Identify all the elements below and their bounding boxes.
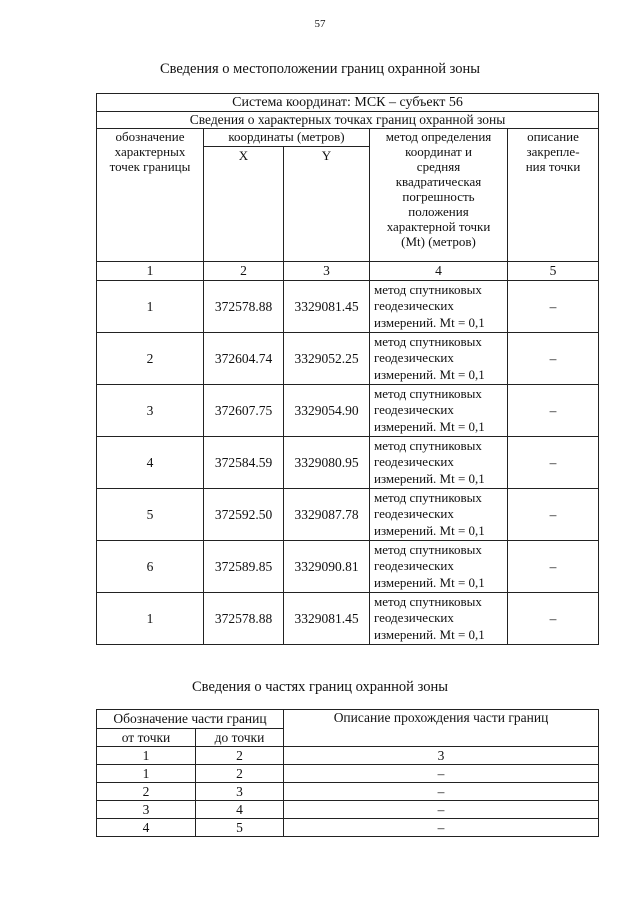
column-number: 3 xyxy=(284,262,370,281)
header-line: средняя xyxy=(416,159,461,174)
header-line: ния точки xyxy=(525,159,581,174)
y-coordinate-cell: 3329054.90 xyxy=(284,385,370,437)
method-line: измерений. Mt = 0,1 xyxy=(374,522,485,538)
x-coordinate-cell: 372578.88 xyxy=(204,593,284,645)
header-line: характерных xyxy=(114,144,186,159)
x-coordinate-cell: 372604.74 xyxy=(204,333,284,385)
header-line: обозначение xyxy=(115,129,185,144)
method-line: метод спутниковых xyxy=(374,333,482,349)
point-id-cell: 4 xyxy=(97,437,204,489)
fixing-description-cell: – xyxy=(508,333,599,385)
header-line: характерной точки xyxy=(386,219,491,234)
from-point-cell: 1 xyxy=(97,765,196,783)
to-point-cell: 3 xyxy=(196,783,284,801)
point-id-cell: 6 xyxy=(97,541,204,593)
method-cell xyxy=(370,281,508,333)
column-number: 3 xyxy=(284,747,599,765)
method-cell xyxy=(370,437,508,489)
fixing-description-cell: – xyxy=(508,593,599,645)
method-line: метод спутниковых xyxy=(374,281,482,297)
method-line: метод спутниковых xyxy=(374,593,482,609)
fixing-description-cell: – xyxy=(508,541,599,593)
part-row xyxy=(97,783,599,801)
method-line: измерений. Mt = 0,1 xyxy=(374,626,485,642)
point-designation-header xyxy=(97,129,204,262)
fixing-description-cell: – xyxy=(508,385,599,437)
part-row xyxy=(97,765,599,783)
point-row xyxy=(97,489,599,541)
column-number: 4 xyxy=(370,262,508,281)
y-coordinate-cell: 3329052.25 xyxy=(284,333,370,385)
method-line: измерений. Mt = 0,1 xyxy=(374,366,485,382)
fixing-description-cell: – xyxy=(508,281,599,333)
boundary-parts-table xyxy=(96,709,599,837)
method-cell xyxy=(370,541,508,593)
header-line: закрепле- xyxy=(526,144,580,159)
method-cell xyxy=(370,385,508,437)
x-coordinate-cell: 372607.75 xyxy=(204,385,284,437)
to-point-cell: 2 xyxy=(196,765,284,783)
fixing-description-cell: – xyxy=(508,489,599,541)
page-number: 57 xyxy=(314,18,326,30)
method-line: геодезических xyxy=(374,558,454,574)
y-coordinate-cell: 3329090.81 xyxy=(284,541,370,593)
point-id-cell: 1 xyxy=(97,593,204,645)
part-description-cell: – xyxy=(284,765,599,783)
method-line: метод спутниковых xyxy=(374,541,482,557)
method-line: геодезических xyxy=(374,610,454,626)
method-cell xyxy=(370,593,508,645)
part-description-cell: – xyxy=(284,801,599,819)
column-number: 2 xyxy=(196,747,284,765)
from-point-cell: 3 xyxy=(97,801,196,819)
to-point-cell: 5 xyxy=(196,819,284,837)
fixing-description-header xyxy=(508,129,599,262)
fixing-description-cell: – xyxy=(508,437,599,489)
point-row xyxy=(97,281,599,333)
from-point-header: от точки xyxy=(97,729,196,747)
method-line: измерений. Mt = 0,1 xyxy=(374,314,485,330)
point-row xyxy=(97,385,599,437)
header-line: точек границы xyxy=(109,159,191,174)
points-info-header: Сведения о характерных точках границ охранной зоны xyxy=(97,112,599,129)
method-cell xyxy=(370,333,508,385)
part-designation-header: Обозначение части границ xyxy=(97,710,284,729)
x-coordinate-cell: 372584.59 xyxy=(204,437,284,489)
y-coordinate-cell: 3329081.45 xyxy=(284,593,370,645)
header-line: описание xyxy=(527,129,579,144)
point-row xyxy=(97,541,599,593)
method-line: метод спутниковых xyxy=(374,437,482,453)
method-line: геодезических xyxy=(374,402,454,418)
point-row xyxy=(97,333,599,385)
point-id-cell: 1 xyxy=(97,281,204,333)
from-point-cell: 2 xyxy=(97,783,196,801)
method-line: метод спутниковых xyxy=(374,385,482,401)
method-cell xyxy=(370,489,508,541)
method-line: измерений. Mt = 0,1 xyxy=(374,574,485,590)
part-row xyxy=(97,819,599,837)
to-point-cell: 4 xyxy=(196,801,284,819)
header-line: положения xyxy=(408,204,469,219)
y-coordinate-cell: 3329080.95 xyxy=(284,437,370,489)
column-number: 2 xyxy=(204,262,284,281)
x-coordinate-cell: 372592.50 xyxy=(204,489,284,541)
method-line: измерений. Mt = 0,1 xyxy=(374,418,485,434)
column-number: 1 xyxy=(97,262,204,281)
column-number: 1 xyxy=(97,747,196,765)
point-id-cell: 3 xyxy=(97,385,204,437)
method-header xyxy=(370,129,508,262)
point-row xyxy=(97,437,599,489)
point-id-cell: 5 xyxy=(97,489,204,541)
method-line: метод спутниковых xyxy=(374,489,482,505)
x-coordinate-cell: 372578.88 xyxy=(204,281,284,333)
part-description-header: Описание прохождения части границ xyxy=(284,710,599,747)
y-header: Y xyxy=(284,147,370,262)
column-number: 5 xyxy=(508,262,599,281)
section-title-boundary-location: Сведения о местоположении границ охранной зоны xyxy=(159,61,480,77)
point-row xyxy=(97,593,599,645)
header-line: квадратическая xyxy=(395,174,482,189)
to-point-header: до точки xyxy=(196,729,284,747)
point-id-cell: 2 xyxy=(97,333,204,385)
x-coordinate-cell: 372589.85 xyxy=(204,541,284,593)
method-line: геодезических xyxy=(374,454,454,470)
header-line: (Mt) (метров) xyxy=(401,234,476,249)
section-title-boundary-parts: Сведения о частях границ охранной зоны xyxy=(192,679,448,695)
from-point-cell: 4 xyxy=(97,819,196,837)
part-description-cell: – xyxy=(284,783,599,801)
part-row xyxy=(97,801,599,819)
y-coordinate-cell: 3329087.78 xyxy=(284,489,370,541)
coord-system-header: Система координат: МСК – субъект 56 xyxy=(97,94,599,112)
y-coordinate-cell: 3329081.45 xyxy=(284,281,370,333)
header-line: координат и xyxy=(405,144,472,159)
x-header: X xyxy=(204,147,284,262)
method-line: измерений. Mt = 0,1 xyxy=(374,470,485,486)
method-line: геодезических xyxy=(374,350,454,366)
header-line: погрешность xyxy=(402,189,475,204)
coordinates-header: координаты (метров) xyxy=(204,129,370,147)
header-line: метод определения xyxy=(385,129,492,144)
method-line: геодезических xyxy=(374,506,454,522)
method-line: геодезических xyxy=(374,298,454,314)
part-description-cell: – xyxy=(284,819,599,837)
boundary-points-table xyxy=(96,93,599,645)
